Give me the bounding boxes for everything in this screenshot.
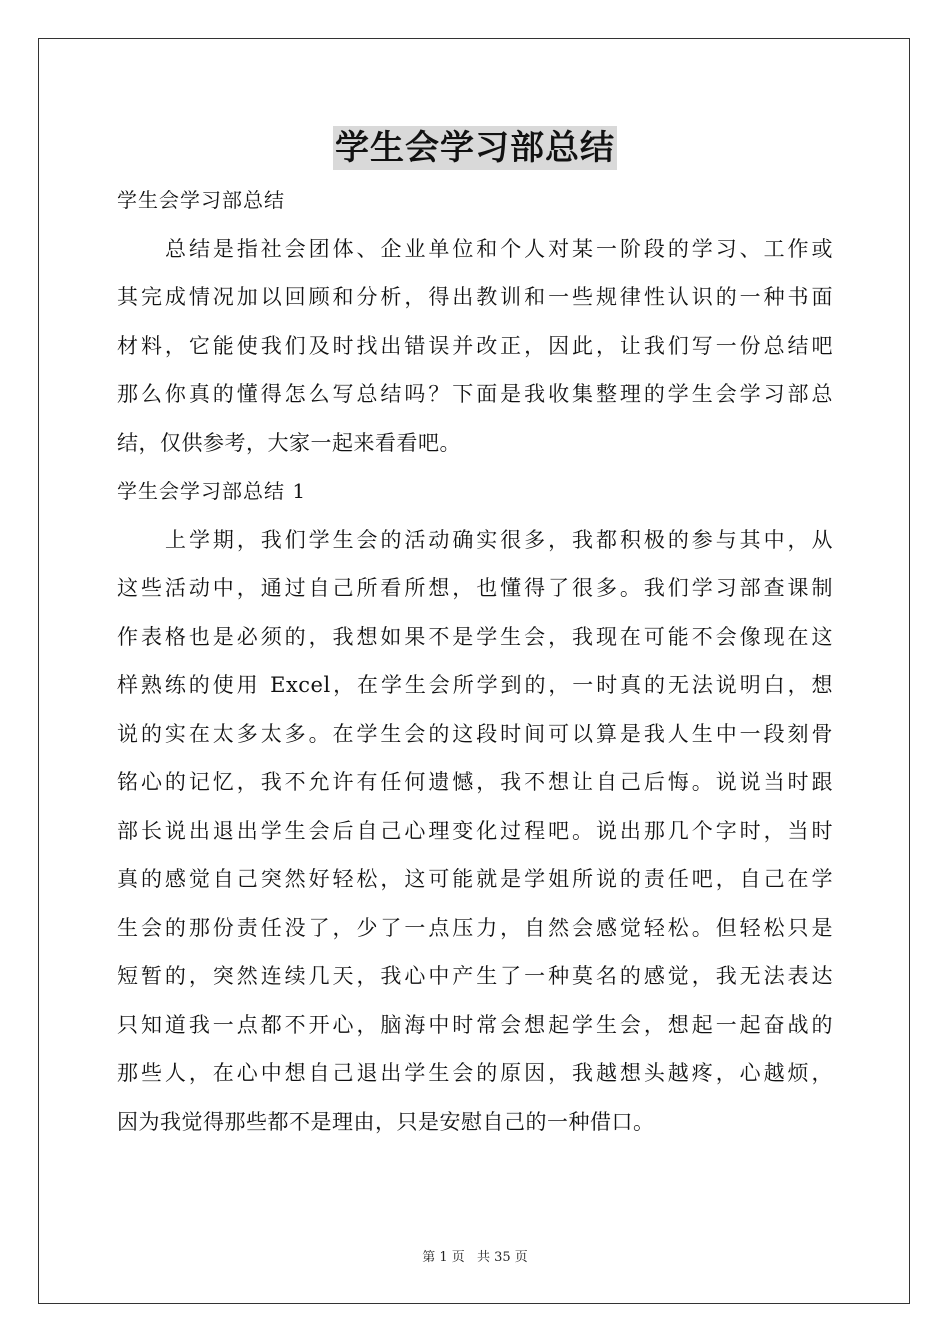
paragraph-line: 这些活动中，通过自己所看所想，也懂得了很多。我们学习部查课制 [117, 576, 833, 600]
paragraph-line: 只知道我一点都不开心，脑海中时常会想起学生会，想起一起奋战的 [117, 1012, 833, 1037]
paragraph-line: 部长说出退出学生会后自己心理变化过程吧。说出那几个字时，当时 [117, 818, 833, 843]
page-total: 共 35 页 [476, 1250, 528, 1265]
title-container [0, 126, 950, 170]
page-footer [0, 1246, 950, 1265]
paragraph-line: 其完成情况加以回顾和分析，得出教训和一些规律性认识的一种书面 [117, 285, 833, 309]
paragraph-line: 结，仅供参考，大家一起来看看吧。 [117, 430, 461, 455]
paragraph-line: 说的实在太多太多。在学生会的这段时间可以算是我人生中一段刻骨 [117, 721, 833, 746]
section-paragraph [117, 516, 833, 1147]
paragraph-line: 那么你真的懂得怎么写总结吗？下面是我收集整理的学生会学习部总 [117, 382, 833, 406]
paragraph-line: 铭心的记忆，我不允许有任何遗憾，我不想让自己后悔。说说当时跟 [117, 770, 833, 794]
page-number: 第 1 页 [422, 1250, 465, 1265]
paragraph-line: 作表格也是必须的，我想如果不是学生会，我现在可能不会像现在这 [117, 624, 833, 649]
document-body [117, 176, 833, 1146]
paragraph-line: 上学期，我们学生会的活动确实很多，我都积极的参与其中，从 [165, 527, 833, 552]
paragraph-line: 材料，它能使我们及时找出错误并改正，因此，让我们写一份总结吧 [117, 333, 833, 358]
paragraph-line: 真的感觉自己突然好轻松，这可能就是学姐所说的责任吧，自己在学 [117, 867, 833, 891]
document-title: 学生会学习部总结 [335, 128, 615, 168]
paragraph-line: 短暂的，突然连续几天，我心中产生了一种莫名的感觉，我无法表达 [117, 964, 833, 988]
paragraph-line: 生会的那份责任没了，少了一点压力，自然会感觉轻松。但轻松只是 [117, 915, 833, 940]
paragraph-line: 那些人，在心中想自己退出学生会的原因，我越想头越疼，心越烦， [117, 1061, 833, 1085]
paragraph-line: 因为我觉得那些都不是理由，只是安慰自己的一种借口。 [117, 1109, 655, 1134]
paragraph-line: 总结是指社会团体、企业单位和个人对某一阶段的学习、工作或 [165, 236, 833, 261]
section-heading: 学生会学习部总结 1 [117, 479, 307, 503]
paragraph-line: 样熟练的使用 Excel，在学生会所学到的，一时真的无法说明白，想 [117, 673, 833, 697]
document-subtitle: 学生会学习部总结 [117, 188, 285, 212]
intro-paragraph [117, 225, 833, 468]
